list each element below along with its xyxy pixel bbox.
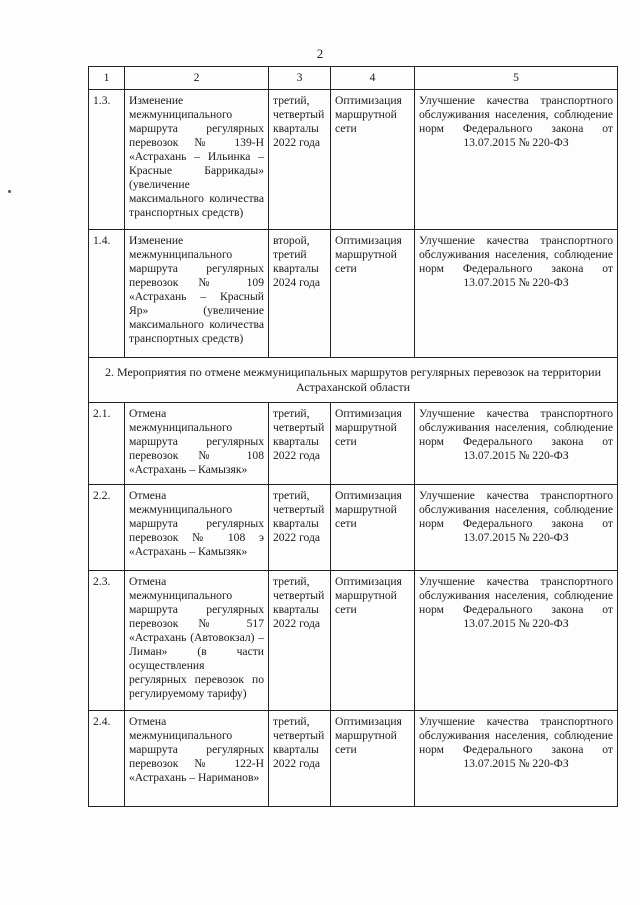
row-number: 1.4. [89, 230, 125, 358]
row-event: Изменение межмуниципального маршрута регулярных перевозок № 139-Н «Астрахань – Ильинка – Красные Баррикады» (увеличение максимального количества транспортных средств) [125, 90, 269, 230]
table-row [89, 711, 618, 807]
table-row [89, 230, 618, 358]
row-number: 2.4. [89, 711, 125, 807]
row-goal: Оптимизация маршрутной сети [331, 571, 415, 711]
row-event: Отмена межмуниципального маршрута регулярных перевозок № 108 «Астрахань – Камызяк» [125, 403, 269, 485]
column-header: 2 [125, 67, 269, 90]
table-row [89, 485, 618, 571]
row-period: третий, четвертый кварталы 2022 года [269, 485, 331, 571]
row-number: 2.2. [89, 485, 125, 571]
row-period: третий, четвертый кварталы 2022 года [269, 711, 331, 807]
row-period: второй, третий кварталы 2024 года [269, 230, 331, 358]
table-row [89, 90, 618, 230]
column-header: 5 [415, 67, 618, 90]
row-goal: Оптимизация маршрутной сети [331, 403, 415, 485]
scan-speck [8, 190, 11, 193]
row-goal: Оптимизация маршрутной сети [331, 230, 415, 358]
row-goal: Оптимизация маршрутной сети [331, 90, 415, 230]
row-result: Улучшение качества транспортного обслуживания населения, соблюдение норм Федерального закона от 13.07.2015 № 220-ФЗ [415, 711, 618, 807]
table-header-row [89, 67, 618, 90]
page-number: 2 [316, 46, 324, 61]
row-result: Улучшение качества транспортного обслуживания населения, соблюдение норм Федерального закона от 13.07.2015 № 220-ФЗ [415, 571, 618, 711]
row-goal: Оптимизация маршрутной сети [331, 711, 415, 807]
row-event: Отмена межмуниципального маршрута регулярных перевозок № 122-Н «Астрахань – Нариманов» [125, 711, 269, 807]
measures-table [88, 66, 618, 807]
row-period: третий, четвертый кварталы 2022 года [269, 90, 331, 230]
row-result: Улучшение качества транспортного обслуживания населения, соблюдение норм Федерального закона от 13.07.2015 № 220-ФЗ [415, 403, 618, 485]
section-header-row [89, 358, 618, 403]
row-event: Изменение межмуниципального маршрута регулярных перевозок № 109 «Астрахань – Красный Яр» (увеличение максимального количества транспортных средств) [125, 230, 269, 358]
row-number: 1.3. [89, 90, 125, 230]
row-goal: Оптимизация маршрутной сети [331, 485, 415, 571]
row-result: Улучшение качества транспортного обслуживания населения, соблюдение норм Федерального закона от 13.07.2015 № 220-ФЗ [415, 485, 618, 571]
row-period: третий, четвертый кварталы 2022 года [269, 403, 331, 485]
section-title: 2. Мероприятия по отмене межмуниципальных маршрутов регулярных перевозок на территории Астраханской области [89, 358, 618, 403]
column-header: 3 [269, 67, 331, 90]
row-number: 2.1. [89, 403, 125, 485]
table-row [89, 571, 618, 711]
row-result: Улучшение качества транспортного обслуживания населения, соблюдение норм Федерального закона от 13.07.2015 № 220-ФЗ [415, 90, 618, 230]
row-period: третий, четвертый кварталы 2022 года [269, 571, 331, 711]
column-header: 1 [89, 67, 125, 90]
row-result: Улучшение качества транспортного обслуживания населения, соблюдение норм Федерального закона от 13.07.2015 № 220-ФЗ [415, 230, 618, 358]
row-event: Отмена межмуниципального маршрута регулярных перевозок № 108 э «Астрахань – Камызяк» [125, 485, 269, 571]
row-event: Отмена межмуниципального маршрута регулярных перевозок № 517 «Астрахань (Автовокзал) – Лиман» (в части осуществления регулярных перевозок по регулируемому тарифу) [125, 571, 269, 711]
table-row [89, 403, 618, 485]
row-number: 2.3. [89, 571, 125, 711]
column-header: 4 [331, 67, 415, 90]
